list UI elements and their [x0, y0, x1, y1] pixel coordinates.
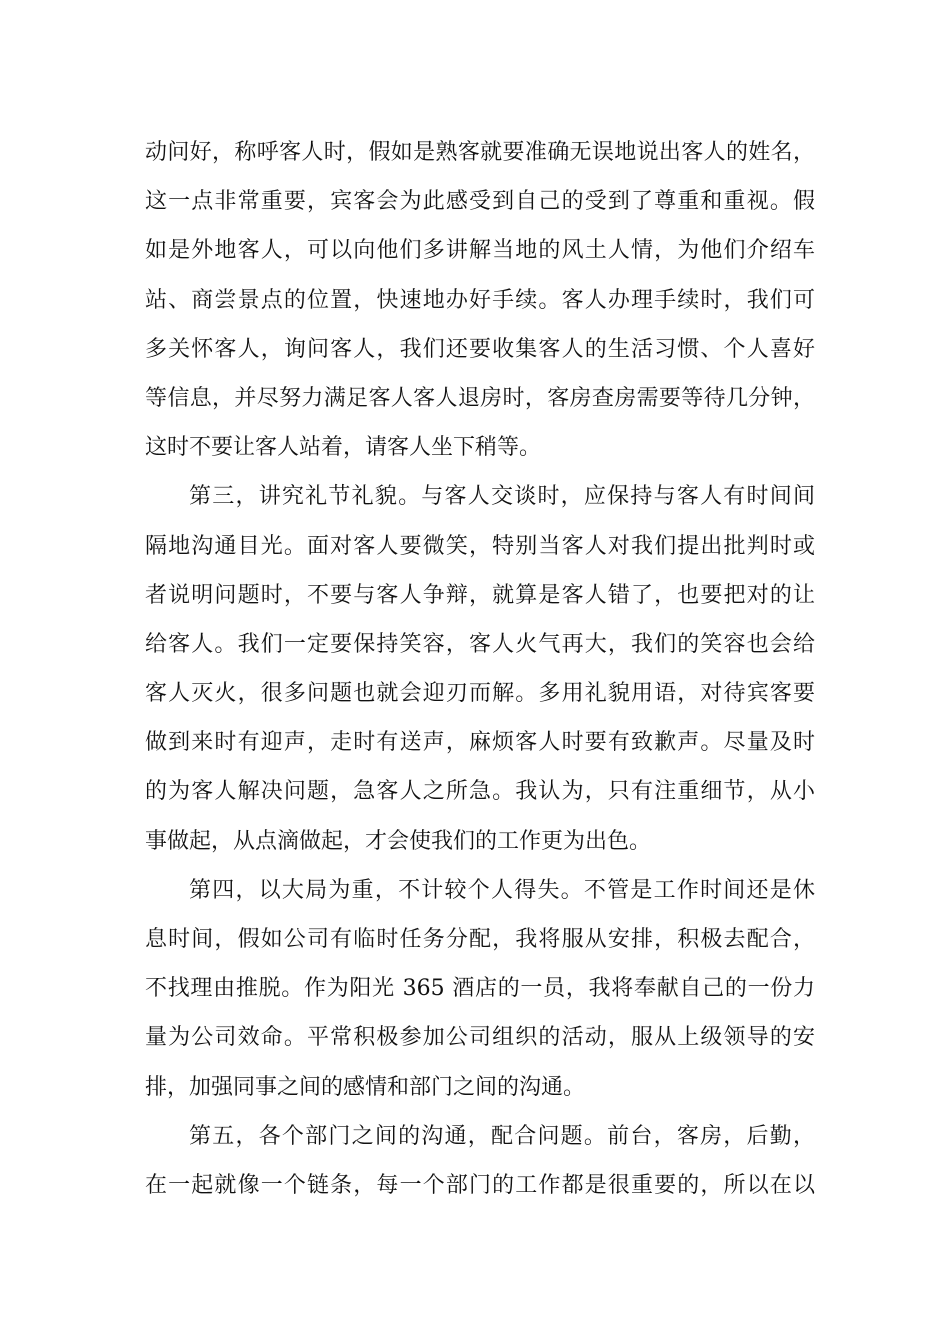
text-line: 的为客人解决问题，急客人之所急。我认为，只有注重细节，从小: [145, 779, 815, 805]
text-line: 如是外地客人，可以向他们多讲解当地的风土人情，为他们介绍车: [145, 238, 815, 264]
text-line: 客人灭火，很多问题也就会迎刃而解。多用礼貌用语，对待宾客要: [145, 681, 815, 707]
text-line: 量为公司效命。平常积极参加公司组织的活动，服从上级领导的安: [145, 1025, 815, 1051]
text-line: 这一点非常重要，宾客会为此感受到自己的受到了尊重和重视。假: [145, 189, 815, 215]
document-body: [145, 128, 815, 1210]
text-line: 者说明问题时，不要与客人争辩，就算是客人错了，也要把对的让: [145, 582, 815, 608]
text-line: 在一起就像一个链条，每一个部门的工作都是很重要的，所以在以: [145, 1172, 815, 1198]
text-line: 站、商尝景点的位置，快速地办好手续。客人办理手续时，我们可: [145, 287, 815, 313]
paragraph-first-line: 第五，各个部门之间的沟通，配合问题。前台，客房，后勤，: [189, 1123, 815, 1149]
text-line: 不找理由推脱。作为阳光 365 酒店的一员，我将奉献自己的一份力: [145, 976, 815, 1002]
text-line: 这时不要让客人站着，请客人坐下稍等。: [145, 435, 542, 461]
text-line: 隔地沟通目光。面对客人要微笑，特别当客人对我们提出批判时或: [145, 533, 815, 559]
paragraph-first-line: 第四，以大局为重，不计较个人得失。不管是工作时间还是休: [189, 877, 815, 903]
text-line: 事做起，从点滴做起，才会使我们的工作更为出色。: [145, 828, 652, 854]
text-line: 动问好，称呼客人时，假如是熟客就要准确无误地说出客人的姓名，: [145, 140, 815, 165]
text-line: 息时间，假如公司有临时任务分配，我将服从安排，积极去配合，: [145, 927, 815, 952]
text-line: 做到来时有迎声，走时有送声，麻烦客人时要有致歉声。尽量及时: [145, 730, 815, 756]
text-line: 等信息，并尽努力满足客人客人退房时，客房查房需要等待几分钟，: [145, 385, 815, 411]
text-line: 排，加强同事之间的感情和部门之间的沟通。: [145, 1074, 586, 1100]
text-line: 多关怀客人，询问客人，我们还要收集客人的生活习惯、个人喜好: [145, 336, 815, 362]
text-line: 给客人。我们一定要保持笑容，客人火气再大，我们的笑容也会给: [145, 631, 815, 657]
paragraph-first-line: 第三，讲究礼节礼貌。与客人交谈时，应保持与客人有时间间: [189, 484, 815, 510]
